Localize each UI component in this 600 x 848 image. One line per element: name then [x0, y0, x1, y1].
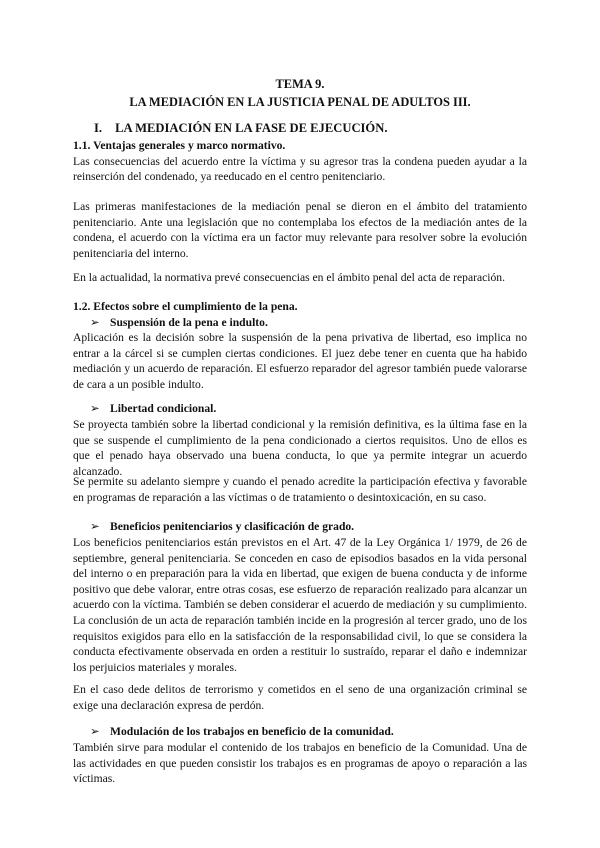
- bullet-body: [73, 330, 527, 392]
- bullet-title: Modulación de los trabajos en beneficio de la comunidad.: [110, 725, 394, 738]
- bullet-body: [73, 740, 527, 787]
- arrow-bullet-icon: ➢: [90, 316, 100, 329]
- paragraph: Los beneficios penitenciarios están previstos en el Art. 47 de la Ley Orgánica 1/ 1979, de 26 de septiembre, general penitenciaria. Se conceden en caso de episodios basados en la vida personal del interno o en preparación para la vida en libertad, que exigen de buena conducta y de informe positivo que debe valorar, entre otras cosas, ese esfuerzo de reparación realizado para alcanzar un acuerdo con la víctima. También se deben considerar el acuerdo de mediación y su cumplimiento. La conclusión de un acta de reparación también incide en la progresión al tercer grado, uno de los requisitos exigidos para ello en la satisfacción de la responsabilidad civil, lo que se considera la conducta efectivamente observada en orden a restituir lo sustraído, reparar el daño e indemnizar los perjuicios materiales y morales.: [73, 536, 527, 674]
- title-line-1: TEMA 9.: [275, 77, 325, 91]
- subsection-1-2-heading: [73, 299, 527, 315]
- bullet-body: [73, 417, 527, 479]
- bullet-heading-libertad: [90, 401, 216, 417]
- subsection-1-1: [73, 138, 527, 185]
- paragraph: Se permite su adelanto siempre y cuando el penado acredite la participación efectiva y favorable en programas de reparación a las víctimas o de tratamiento o desintoxicación, en su caso.: [73, 475, 527, 504]
- bullet-title: Libertad condicional.: [110, 402, 217, 415]
- bullet-title: Beneficios penitenciarios y clasificación de grado.: [110, 520, 355, 533]
- arrow-bullet-icon: ➢: [90, 402, 100, 415]
- document-title: [0, 75, 600, 111]
- bullet-heading-beneficios: [90, 519, 354, 535]
- section-heading-1: [94, 121, 387, 137]
- paragraph: Aplicación es la decisión sobre la suspensión de la pena privativa de libertad, eso implica no entrar a la cárcel si se cumplen ciertas condiciones. El juez debe tener en cuenta que ha habido mediación y un acuerdo de reparación. El esfuerzo reparador del agresor también puede valorarse de cara a un posible indulto.: [73, 331, 527, 391]
- title-line-2: LA MEDIACIÓN EN LA JUSTICIA PENAL DE ADULTOS III.: [129, 95, 471, 109]
- paragraph-block: [73, 270, 527, 286]
- paragraph: En el caso dede delitos de terrorismo y cometidos en el seno de una organización criminal se exige una declaración expresa de perdón.: [73, 683, 527, 712]
- paragraph: También sirve para modular el contenido de los trabajos en beneficio de la Comunidad. Una de las actividades en que pueden consistir los trabajos es en programas de apoyo o reparación a las víctimas.: [73, 741, 527, 786]
- paragraph: Las consecuencias del acuerdo entre la víctima y su agresor tras la condena pueden ayudar a la reinserción del condenado, ya reeducado en el centro penitenciario.: [73, 154, 527, 184]
- bullet-body: [73, 682, 527, 713]
- paragraph: En la actualidad, la normativa prevé consecuencias en el ámbito penal del acta de reparación.: [73, 271, 505, 284]
- bullet-heading-suspension: [90, 315, 268, 331]
- subsection-heading: 1.2. Efectos sobre el cumplimiento de la pena.: [73, 300, 298, 313]
- bullet-body: [73, 474, 527, 505]
- subsection-heading: 1.1. Ventajas generales y marco normativo.: [73, 139, 286, 152]
- section-number: I.: [94, 121, 103, 135]
- bullet-body: [73, 535, 527, 675]
- paragraph: Se proyecta también sobre la libertad condicional y la remisión definitiva, es la última fase en la que se suspende el cumplimiento de la pena condicionado a ciertos requisitos. Uno de ellos es que el penado haya observado una buena conducta, lo que ya permite integrar un acuerdo alcanzado.: [73, 418, 527, 478]
- arrow-bullet-icon: ➢: [90, 725, 100, 738]
- arrow-bullet-icon: ➢: [90, 520, 100, 533]
- bullet-title: Suspensión de la pena e indulto.: [110, 316, 268, 329]
- paragraph: Las primeras manifestaciones de la mediación penal se dieron en el ámbito del tratamiento penitenciario. Ante una legislación que no contemplaba los efectos de la mediación antes de la condena, el acuerdo con la víctima era un factor muy relevante para resolver sobre la evolución penitenciaria del interno.: [73, 200, 527, 260]
- section-title: LA MEDIACIÓN EN LA FASE DE EJECUCIÓN.: [115, 121, 388, 135]
- paragraph-block: [73, 199, 527, 261]
- bullet-heading-modulacion: [90, 724, 394, 740]
